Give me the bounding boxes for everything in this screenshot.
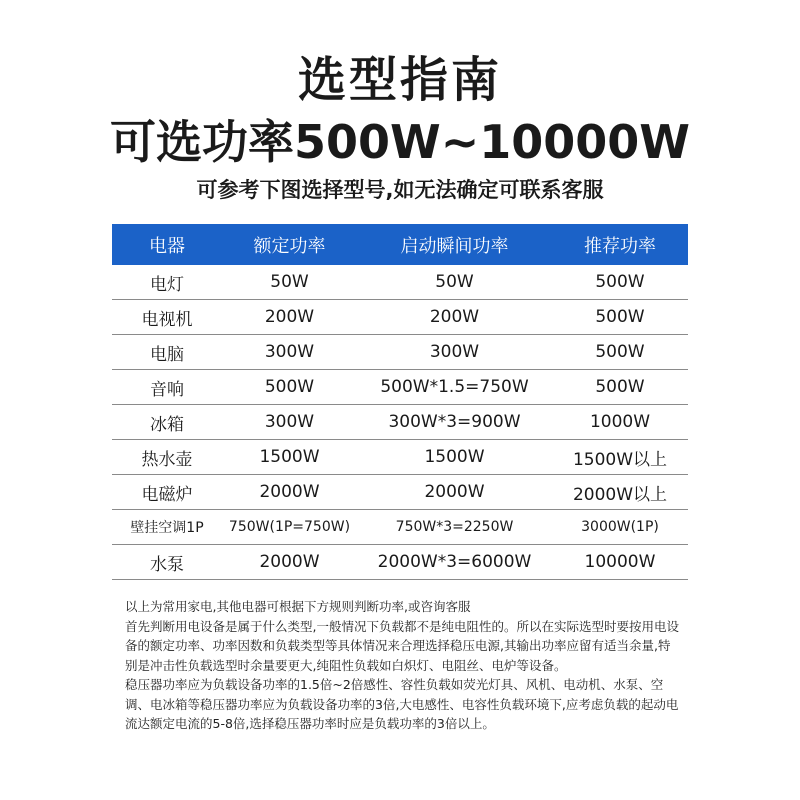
column-header-recommended-power: 推荐功率 xyxy=(552,224,688,265)
appliance-cell: 冰箱 xyxy=(112,405,222,440)
table-row xyxy=(112,405,688,440)
startup-power-cell: 500W*1.5=750W xyxy=(357,370,552,405)
table-row xyxy=(112,335,688,370)
recommended-power-cell: 1500W以上 xyxy=(552,440,688,475)
rated-power-cell: 750W(1P=750W) xyxy=(222,510,357,545)
table-row xyxy=(112,475,688,510)
rated-power-cell: 200W xyxy=(222,300,357,335)
startup-power-cell: 1500W xyxy=(357,440,552,475)
appliance-cell: 壁挂空调1P xyxy=(112,510,222,545)
table-row xyxy=(112,545,688,580)
appliance-cell: 电脑 xyxy=(112,335,222,370)
startup-power-cell: 50W xyxy=(357,265,552,300)
table-row xyxy=(112,440,688,475)
recommended-power-cell: 2000W以上 xyxy=(552,475,688,510)
table-row xyxy=(112,510,688,545)
selection-notes xyxy=(125,597,680,734)
appliance-cell: 热水壶 xyxy=(112,440,222,475)
page-title: 选型指南 xyxy=(297,52,502,108)
column-header-appliance: 电器 xyxy=(112,224,222,265)
rated-power-cell: 2000W xyxy=(222,545,357,580)
tagline: 可参考下图选择型号,如无法确定可联系客服 xyxy=(196,178,604,202)
table-header-row xyxy=(112,224,688,265)
recommended-power-cell: 500W xyxy=(552,265,688,300)
recommended-power-cell: 500W xyxy=(552,370,688,405)
rated-power-cell: 2000W xyxy=(222,475,357,510)
appliance-cell: 电磁炉 xyxy=(112,475,222,510)
appliance-cell: 电灯 xyxy=(112,265,222,300)
rated-power-cell: 50W xyxy=(222,265,357,300)
power-range-heading: 可选功率500W~10000W xyxy=(109,115,691,169)
selection-table xyxy=(112,224,688,580)
startup-power-cell: 750W*3=2250W xyxy=(357,510,552,545)
startup-power-cell: 2000W*3=6000W xyxy=(357,545,552,580)
startup-power-cell: 300W*3=900W xyxy=(357,405,552,440)
table-row xyxy=(112,265,688,300)
notes-intro: 以上为常用家电,其他电器可根据下方规则判断功率,或咨询客服 xyxy=(125,599,471,614)
table-row xyxy=(112,300,688,335)
recommended-power-cell: 500W xyxy=(552,300,688,335)
notes-power-rule: 稳压器功率应为负载设备功率的1.5倍~2倍感性、容性负载如荧光灯具、风机、电动机、水泵、空调、电冰箱等稳压器功率应为负载设备功率的3倍,大电感性、电容性负载环境下,应考虑负载的起动电流达额定电流的5-8倍,选择稳压器功率时应是负载功率的3倍以上。 xyxy=(125,677,679,731)
recommended-power-cell: 500W xyxy=(552,335,688,370)
appliance-cell: 水泵 xyxy=(112,545,222,580)
column-header-rated-power: 额定功率 xyxy=(222,224,357,265)
rated-power-cell: 300W xyxy=(222,405,357,440)
startup-power-cell: 2000W xyxy=(357,475,552,510)
notes-load-type: 首先判断用电设备是属于什么类型,一般情况下负载都不是纯电阻性的。所以在实际选型时要按用电设备的额定功率、功率因数和负载类型等具体情况来合理选择稳压电源,其输出功率应留有适当余量,特别是冲击性负载选型时余量要更大,纯阻性负载如白炽灯、电阻丝、电炉等设备。 xyxy=(125,618,679,673)
rated-power-cell: 500W xyxy=(222,370,357,405)
recommended-power-cell: 10000W xyxy=(552,545,688,580)
recommended-power-cell: 3000W(1P) xyxy=(552,510,688,545)
table-row xyxy=(112,370,688,405)
appliance-cell: 电视机 xyxy=(112,300,222,335)
appliance-cell: 音响 xyxy=(112,370,222,405)
rated-power-cell: 300W xyxy=(222,335,357,370)
column-header-startup-power: 启动瞬间功率 xyxy=(357,224,552,265)
recommended-power-cell: 1000W xyxy=(552,405,688,440)
rated-power-cell: 1500W xyxy=(222,440,357,475)
startup-power-cell: 200W xyxy=(357,300,552,335)
startup-power-cell: 300W xyxy=(357,335,552,370)
